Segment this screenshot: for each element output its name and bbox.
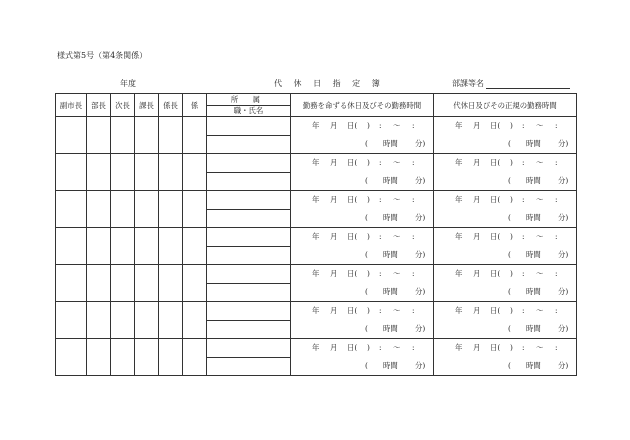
sub-hours-line	[434, 135, 576, 153]
work-date-line	[291, 154, 433, 172]
col-work-holiday: 勤務を命ずる休日及びその勤務時間	[291, 94, 434, 117]
sub-hours-label: 時間	[526, 139, 541, 148]
stamp-deputy[interactable]	[111, 302, 135, 339]
affiliation-divider	[207, 302, 290, 321]
sub-hours-open: (	[508, 139, 511, 148]
work-weekday-close: )	[367, 269, 370, 278]
sub-year-label: 年	[455, 195, 463, 204]
affiliation-divider	[207, 191, 290, 210]
work-holiday-cell[interactable]	[291, 302, 434, 339]
col-affiliation-bottom: 職・氏名	[233, 106, 264, 115]
affiliation-divider	[207, 154, 290, 173]
department-input-line[interactable]	[486, 80, 570, 89]
col-unit-head: 係長	[159, 94, 183, 117]
affiliation-cell[interactable]	[207, 302, 291, 339]
sub-month-label: 月	[473, 232, 481, 241]
work-minutes-label: 分)	[415, 250, 426, 259]
substitute-holiday-cell[interactable]	[434, 265, 577, 302]
stamp-deputy[interactable]	[111, 117, 135, 154]
sub-end-colon: :	[555, 232, 558, 241]
work-holiday-cell[interactable]	[291, 117, 434, 154]
work-start-colon: :	[379, 343, 382, 352]
sub-month-label: 月	[473, 195, 481, 204]
sub-minutes-label: 分)	[558, 176, 569, 185]
table-row	[56, 117, 577, 154]
sub-hours-line	[434, 246, 576, 264]
sub-year-label: 年	[455, 232, 463, 241]
work-year-label: 年	[312, 121, 320, 130]
stamp-section-head[interactable]	[135, 339, 159, 376]
affiliation-cell[interactable]	[207, 339, 291, 376]
stamp-clerk[interactable]	[183, 339, 207, 376]
work-year-label: 年	[312, 269, 320, 278]
stamp-clerk[interactable]	[183, 117, 207, 154]
work-minutes-label: 分)	[415, 213, 426, 222]
affiliation-divider	[207, 117, 290, 136]
stamp-unit-head[interactable]	[159, 154, 183, 191]
sub-range-tilde: ～	[536, 269, 544, 278]
work-day-label: 日(	[347, 158, 358, 167]
work-hours-open: (	[365, 324, 368, 333]
work-hours-line	[291, 357, 433, 375]
stamp-clerk[interactable]	[183, 302, 207, 339]
sub-hours-line	[434, 283, 576, 301]
sub-month-label: 月	[473, 343, 481, 352]
work-day-label: 日(	[347, 232, 358, 241]
stamp-vice-mayor[interactable]	[56, 228, 87, 265]
work-month-label: 月	[330, 158, 338, 167]
sub-start-colon: :	[522, 195, 525, 204]
sub-range-tilde: ～	[536, 158, 544, 167]
stamp-deputy[interactable]	[111, 191, 135, 228]
work-range-tilde: ～	[393, 158, 401, 167]
table-row	[56, 302, 577, 339]
affiliation-cell[interactable]	[207, 154, 291, 191]
sub-minutes-label: 分)	[558, 213, 569, 222]
work-minutes-label: 分)	[415, 139, 426, 148]
sub-end-colon: :	[555, 343, 558, 352]
affiliation-cell[interactable]	[207, 117, 291, 154]
work-date-line	[291, 302, 433, 320]
col-affiliation	[207, 94, 291, 117]
sub-month-label: 月	[473, 306, 481, 315]
sub-day-label: 日(	[490, 121, 501, 130]
sub-date-line	[434, 302, 576, 320]
sub-hours-label: 時間	[526, 324, 541, 333]
sub-end-colon: :	[555, 306, 558, 315]
work-start-colon: :	[379, 306, 382, 315]
sub-end-colon: :	[555, 121, 558, 130]
work-year-label: 年	[312, 306, 320, 315]
work-hours-open: (	[365, 361, 368, 370]
stamp-vice-mayor[interactable]	[56, 117, 87, 154]
sub-minutes-label: 分)	[558, 324, 569, 333]
stamp-vice-mayor[interactable]	[56, 265, 87, 302]
table-row	[56, 154, 577, 191]
work-hours-label: 時間	[383, 361, 398, 370]
stamp-dept-head[interactable]	[87, 228, 111, 265]
sub-hours-label: 時間	[526, 361, 541, 370]
work-range-tilde: ～	[393, 121, 401, 130]
sub-minutes-label: 分)	[558, 361, 569, 370]
sub-day-label: 日(	[490, 195, 501, 204]
sub-day-label: 日(	[490, 269, 501, 278]
stamp-vice-mayor[interactable]	[56, 191, 87, 228]
sub-weekday-close: )	[510, 158, 513, 167]
work-hours-open: (	[365, 139, 368, 148]
sub-year-label: 年	[455, 158, 463, 167]
sub-end-colon: :	[555, 158, 558, 167]
sub-minutes-label: 分)	[558, 250, 569, 259]
form-number-label: 様式第5号（第4条関係）	[57, 51, 148, 60]
work-weekday-close: )	[367, 343, 370, 352]
work-holiday-cell[interactable]	[291, 339, 434, 376]
sub-hours-open: (	[508, 250, 511, 259]
sub-end-colon: :	[555, 269, 558, 278]
work-range-tilde: ～	[393, 269, 401, 278]
substitute-holiday-cell[interactable]	[434, 339, 577, 376]
work-minutes-label: 分)	[415, 176, 426, 185]
work-minutes-label: 分)	[415, 287, 426, 296]
work-month-label: 月	[330, 269, 338, 278]
work-end-colon: :	[412, 343, 415, 352]
sub-range-tilde: ～	[536, 195, 544, 204]
sub-hours-line	[434, 320, 576, 338]
sub-day-label: 日(	[490, 232, 501, 241]
col-deputy: 次長	[111, 94, 135, 117]
work-year-label: 年	[312, 232, 320, 241]
work-date-line	[291, 339, 433, 357]
work-month-label: 月	[330, 121, 338, 130]
work-hours-label: 時間	[383, 176, 398, 185]
work-holiday-cell[interactable]	[291, 154, 434, 191]
work-start-colon: :	[379, 158, 382, 167]
sub-hours-open: (	[508, 213, 511, 222]
sub-start-colon: :	[522, 232, 525, 241]
work-hours-line	[291, 246, 433, 264]
page-title: 代 休 日 指 定 簿	[274, 79, 385, 88]
sub-hours-line	[434, 209, 576, 227]
work-start-colon: :	[379, 195, 382, 204]
sub-start-colon: :	[522, 306, 525, 315]
sub-hours-label: 時間	[526, 250, 541, 259]
sub-day-label: 日(	[490, 343, 501, 352]
fiscal-year-label: 年度	[120, 79, 136, 88]
work-start-colon: :	[379, 121, 382, 130]
sub-weekday-close: )	[510, 269, 513, 278]
stamp-dept-head[interactable]	[87, 339, 111, 376]
stamp-deputy[interactable]	[111, 154, 135, 191]
sub-start-colon: :	[522, 343, 525, 352]
stamp-unit-head[interactable]	[159, 191, 183, 228]
affiliation-divider	[207, 265, 290, 284]
work-end-colon: :	[412, 232, 415, 241]
work-weekday-close: )	[367, 232, 370, 241]
sub-hours-open: (	[508, 324, 511, 333]
work-weekday-close: )	[367, 158, 370, 167]
sub-minutes-label: 分)	[558, 287, 569, 296]
sub-month-label: 月	[473, 269, 481, 278]
sub-start-colon: :	[522, 121, 525, 130]
substitute-holiday-cell[interactable]	[434, 302, 577, 339]
stamp-dept-head[interactable]	[87, 265, 111, 302]
substitute-holiday-register-table	[55, 93, 577, 376]
work-range-tilde: ～	[393, 195, 401, 204]
work-weekday-close: )	[367, 195, 370, 204]
table-row	[56, 265, 577, 302]
work-hours-open: (	[365, 176, 368, 185]
work-end-colon: :	[412, 195, 415, 204]
work-range-tilde: ～	[393, 343, 401, 352]
sub-weekday-close: )	[510, 121, 513, 130]
sub-start-colon: :	[522, 158, 525, 167]
work-date-line	[291, 265, 433, 283]
work-end-colon: :	[412, 158, 415, 167]
sub-date-line	[434, 154, 576, 172]
stamp-dept-head[interactable]	[87, 117, 111, 154]
affiliation-cell[interactable]	[207, 265, 291, 302]
sub-year-label: 年	[455, 121, 463, 130]
sub-weekday-close: )	[510, 306, 513, 315]
sub-hours-open: (	[508, 361, 511, 370]
work-month-label: 月	[330, 343, 338, 352]
sub-range-tilde: ～	[536, 343, 544, 352]
stamp-clerk[interactable]	[183, 154, 207, 191]
substitute-holiday-cell[interactable]	[434, 191, 577, 228]
sub-hours-open: (	[508, 287, 511, 296]
work-hours-label: 時間	[383, 250, 398, 259]
affiliation-divider	[207, 228, 290, 247]
stamp-dept-head[interactable]	[87, 191, 111, 228]
work-start-colon: :	[379, 232, 382, 241]
substitute-holiday-cell[interactable]	[434, 154, 577, 191]
sub-date-line	[434, 117, 576, 135]
department-label: 部課等名	[452, 79, 484, 88]
work-weekday-close: )	[367, 121, 370, 130]
sub-range-tilde: ～	[536, 232, 544, 241]
work-holiday-cell[interactable]	[291, 228, 434, 265]
stamp-unit-head[interactable]	[159, 265, 183, 302]
stamp-unit-head[interactable]	[159, 302, 183, 339]
work-hours-label: 時間	[383, 213, 398, 222]
work-hours-label: 時間	[383, 324, 398, 333]
sub-month-label: 月	[473, 121, 481, 130]
sub-end-colon: :	[555, 195, 558, 204]
work-range-tilde: ～	[393, 232, 401, 241]
table-row	[56, 191, 577, 228]
sub-hours-open: (	[508, 176, 511, 185]
work-day-label: 日(	[347, 343, 358, 352]
work-hours-line	[291, 320, 433, 338]
work-minutes-label: 分)	[415, 324, 426, 333]
stamp-section-head[interactable]	[135, 191, 159, 228]
work-year-label: 年	[312, 343, 320, 352]
affiliation-divider	[207, 339, 290, 358]
stamp-dept-head[interactable]	[87, 154, 111, 191]
stamp-clerk[interactable]	[183, 191, 207, 228]
work-day-label: 日(	[347, 269, 358, 278]
work-month-label: 月	[330, 306, 338, 315]
register-body	[56, 117, 577, 376]
substitute-holiday-cell[interactable]	[434, 117, 577, 154]
stamp-vice-mayor[interactable]	[56, 154, 87, 191]
work-hours-label: 時間	[383, 139, 398, 148]
substitute-holiday-cell[interactable]	[434, 228, 577, 265]
table-row	[56, 228, 577, 265]
stamp-unit-head[interactable]	[159, 228, 183, 265]
sub-day-label: 日(	[490, 158, 501, 167]
stamp-section-head[interactable]	[135, 228, 159, 265]
stamp-clerk[interactable]	[183, 265, 207, 302]
sub-weekday-close: )	[510, 195, 513, 204]
work-date-line	[291, 228, 433, 246]
sub-day-label: 日(	[490, 306, 501, 315]
sub-year-label: 年	[455, 306, 463, 315]
work-weekday-close: )	[367, 306, 370, 315]
sub-hours-line	[434, 172, 576, 190]
work-day-label: 日(	[347, 195, 358, 204]
work-day-label: 日(	[347, 121, 358, 130]
work-hours-open: (	[365, 287, 368, 296]
sub-date-line	[434, 339, 576, 357]
stamp-section-head[interactable]	[135, 154, 159, 191]
sub-hours-label: 時間	[526, 176, 541, 185]
sub-year-label: 年	[455, 269, 463, 278]
stamp-deputy[interactable]	[111, 339, 135, 376]
work-end-colon: :	[412, 306, 415, 315]
col-affiliation-top: 所 属	[207, 94, 290, 106]
stamp-clerk[interactable]	[183, 228, 207, 265]
work-year-label: 年	[312, 195, 320, 204]
work-hours-line	[291, 135, 433, 153]
work-hours-line	[291, 283, 433, 301]
work-hours-open: (	[365, 213, 368, 222]
work-month-label: 月	[330, 195, 338, 204]
stamp-unit-head[interactable]	[159, 339, 183, 376]
work-end-colon: :	[412, 269, 415, 278]
work-range-tilde: ～	[393, 306, 401, 315]
sub-date-line	[434, 191, 576, 209]
stamp-deputy[interactable]	[111, 228, 135, 265]
work-day-label: 日(	[347, 306, 358, 315]
work-minutes-label: 分)	[415, 361, 426, 370]
sub-year-label: 年	[455, 343, 463, 352]
work-date-line	[291, 191, 433, 209]
sub-range-tilde: ～	[536, 306, 544, 315]
sub-hours-label: 時間	[526, 213, 541, 222]
stamp-dept-head[interactable]	[87, 302, 111, 339]
sub-range-tilde: ～	[536, 121, 544, 130]
work-hours-label: 時間	[383, 287, 398, 296]
work-hours-open: (	[365, 250, 368, 259]
stamp-section-head[interactable]	[135, 302, 159, 339]
table-row	[56, 339, 577, 376]
sub-minutes-label: 分)	[558, 139, 569, 148]
affiliation-cell[interactable]	[207, 191, 291, 228]
department-field[interactable]	[452, 78, 570, 89]
sub-weekday-close: )	[510, 343, 513, 352]
work-holiday-cell[interactable]	[291, 265, 434, 302]
col-vice-mayor: 副市長	[56, 94, 87, 117]
sub-start-colon: :	[522, 269, 525, 278]
work-hours-line	[291, 209, 433, 227]
work-start-colon: :	[379, 269, 382, 278]
col-section-head: 課長	[135, 94, 159, 117]
sub-hours-line	[434, 357, 576, 375]
col-substitute-holiday: 代休日及びその正規の勤務時間	[434, 94, 577, 117]
work-year-label: 年	[312, 158, 320, 167]
stamp-unit-head[interactable]	[159, 117, 183, 154]
stamp-section-head[interactable]	[135, 265, 159, 302]
work-month-label: 月	[330, 232, 338, 241]
stamp-vice-mayor[interactable]	[56, 339, 87, 376]
sub-date-line	[434, 228, 576, 246]
work-end-colon: :	[412, 121, 415, 130]
col-clerk: 係	[183, 94, 207, 117]
stamp-vice-mayor[interactable]	[56, 302, 87, 339]
col-dept-head: 部長	[87, 94, 111, 117]
stamp-deputy[interactable]	[111, 265, 135, 302]
work-date-line	[291, 117, 433, 135]
sub-date-line	[434, 265, 576, 283]
sub-hours-label: 時間	[526, 287, 541, 296]
affiliation-cell[interactable]	[207, 228, 291, 265]
work-hours-line	[291, 172, 433, 190]
sub-month-label: 月	[473, 158, 481, 167]
stamp-section-head[interactable]	[135, 117, 159, 154]
work-holiday-cell[interactable]	[291, 191, 434, 228]
sub-weekday-close: )	[510, 232, 513, 241]
